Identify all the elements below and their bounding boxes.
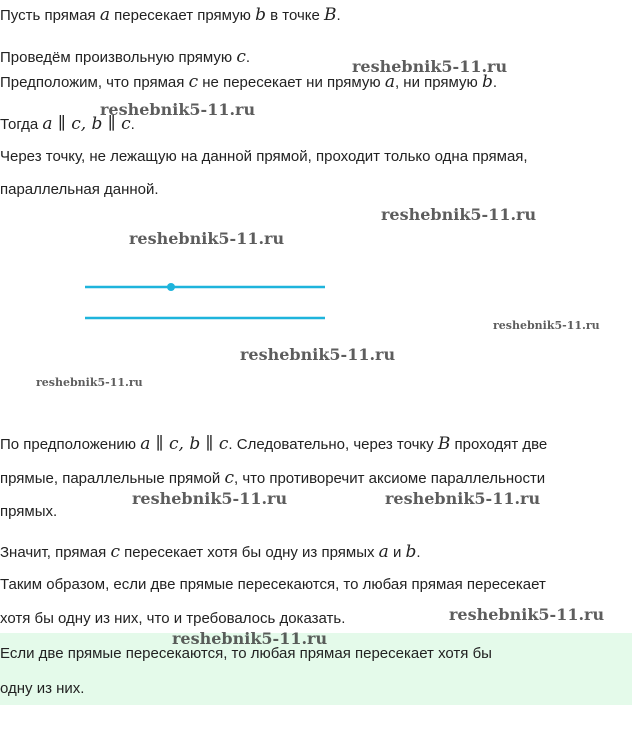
text: проходят две [450,436,548,453]
text: , что противоречит аксиоме параллельности [233,470,546,487]
text: . [245,49,251,66]
answer-line-2: одну из них. [0,680,85,697]
math-var: B [437,434,451,454]
watermark: reshebnik5-11.ru [493,319,600,332]
text: в точке [265,7,325,24]
text-line-8 [0,468,545,489]
text: . [130,116,135,133]
math-var: b [405,542,417,562]
watermark: reshebnik5-11.ru [36,376,143,389]
text: Пусть прямая [0,7,100,24]
text-line-11 [0,575,546,595]
math-formula: a ∥ c, b ∥ c [140,434,229,454]
text: не пересекает ни прямую [198,74,385,91]
text: Значит, прямая [0,544,111,561]
text: Предположим, что прямая [0,74,189,91]
watermark: reshebnik5-11.ru [100,100,256,119]
watermark: reshebnik5-11.ru [129,229,285,248]
point-marker [167,283,175,291]
text: прямые, параллельные прямой [0,470,225,487]
text: и [388,544,406,561]
math-var: c [110,542,120,562]
math-var: c [236,47,246,67]
answer-line-1: Если две прямые пересекаются, то любая прямая пересекает хотя бы [0,645,492,662]
text: хотя бы одну из них, что и требовалось доказать. [0,610,346,627]
text: , ни прямую [394,74,482,91]
text: пересекает хотя бы одну из прямых [120,544,379,561]
text: прямых. [0,503,58,520]
text: . [492,74,498,91]
math-var: b [255,5,266,25]
text: параллельная данной. [0,181,159,198]
text: Проведём произвольную прямую [0,49,237,66]
math-var: B [324,5,337,25]
watermark: reshebnik5-11.ru [172,629,328,648]
text-line-7 [0,434,547,455]
text-line-9 [0,502,57,522]
math-var: a [99,5,110,25]
watermark: reshebnik5-11.ru [240,345,396,364]
text: . [416,544,421,561]
math-var: a [378,542,389,562]
text: Таким образом, если две прямые пересекаются, то любая прямая пересекает [0,576,546,593]
math-var: c [224,468,234,488]
watermark: reshebnik5-11.ru [385,489,541,508]
math-formula: a ∥ c, b ∥ c [42,114,131,134]
text-line-10 [0,542,421,563]
watermark: reshebnik5-11.ru [449,605,605,624]
math-var: c [188,72,199,92]
text: . Следовательно, через точку [228,436,438,453]
text-line-5 [0,147,528,167]
text: По предположению [0,436,141,453]
watermark: reshebnik5-11.ru [352,57,508,76]
text-line-1 [0,5,341,26]
watermark: reshebnik5-11.ru [381,205,537,224]
text: пересекает прямую [109,7,256,24]
text-line-6 [0,180,159,200]
math-var: b [481,72,493,92]
math-var: a [384,72,395,92]
watermark: reshebnik5-11.ru [132,489,288,508]
text: . [336,7,341,24]
parallel-lines-diagram [0,265,360,335]
text-line-12 [0,609,345,629]
text-line-2 [0,47,250,68]
text: Тогда [0,116,43,133]
text: Через точку, не лежащую на данной прямой, проходит только одна прямая, [0,148,528,165]
